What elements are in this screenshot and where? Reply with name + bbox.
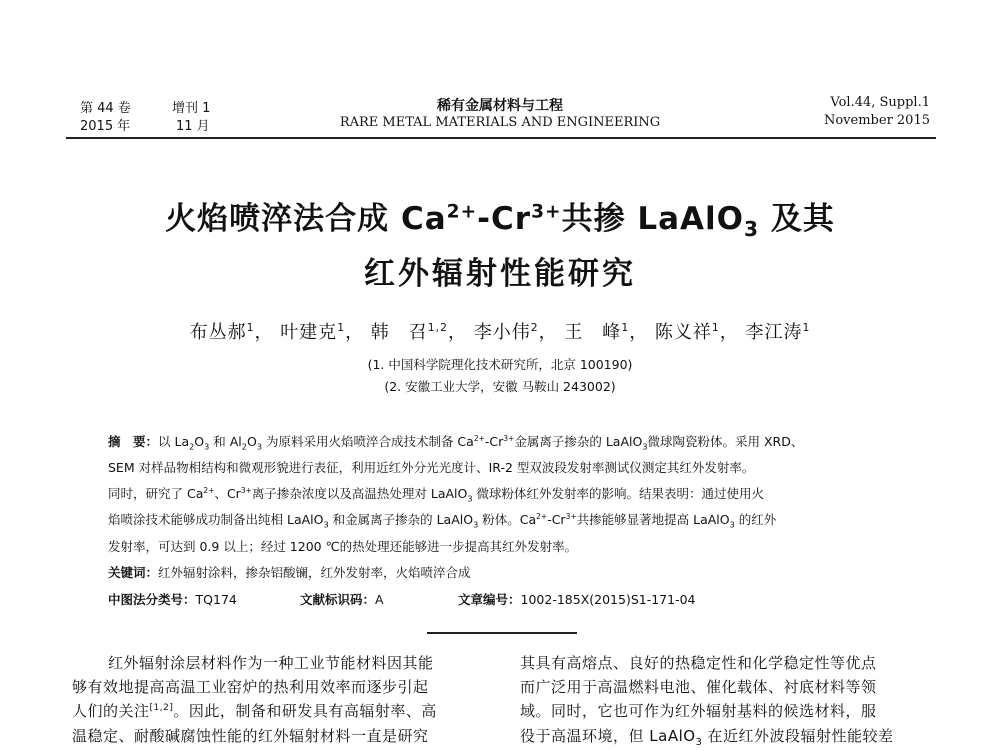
volume-en: Vol.44, Suppl.1 (830, 95, 930, 110)
affiliation-2: (2. 安徽工业大学，安徽 马鞍山 243002) (384, 379, 616, 394)
month-cn: 11 月 (176, 119, 210, 134)
body-right-line-1: 其具有高熔点、良好的热稳定性和化学稳定性等优点 (520, 654, 877, 672)
abstract-line-5: 发射率，可达到 0.9 以上；经过 1200 ℃的热处理还能够进一步提高其红外发射率。 (108, 539, 578, 554)
body-left-line-1: 红外辐射涂层材料作为一种工业节能材料因其能 (108, 654, 434, 672)
body-right-line-2: 而广泛用于高温燃料电池、催化载体、衬底材料等领 (520, 678, 877, 696)
header-rule (66, 137, 936, 139)
year-cn: 2015 年 (80, 119, 131, 134)
author-name: 李小伟 (473, 322, 531, 343)
author-name: 叶建克 (280, 322, 338, 343)
abstract-line-4: 焰喷涂技术能够成功制备出纯相 LaAlO$_3$ 和金属离子掺杂的 LaAlO$_3$ 粉体。$Ca^{2+}-Cr^{3+}$共掺能够显著地提高 LaAlO$_3$ 的红外 (108, 511, 777, 530)
volume-cn: 第 44 卷 (80, 101, 131, 116)
citation-ref: [1,2] (149, 703, 174, 713)
paper-title-line1: 火焰喷淬法合成 $Ca^{2+}-Cr^{3+}$共掺 LaAlO$_3$ 及其 (165, 201, 835, 242)
author-list: 布丛郝$^1$， 叶建克$^1$， 韩 召$^{1,2}$， 李小伟$^2$， 王 峰$^1$， 陈义祥$^1$， 李江涛$^1$ (189, 321, 811, 343)
clc-number: 中图法分类号：TQ174 (108, 592, 237, 607)
document-code: 文献标识码：A (300, 592, 384, 607)
author-name: 李江涛 (745, 322, 803, 343)
section-divider (427, 632, 577, 634)
abstract-line-2: SEM 对样品物相结构和微观形貌进行表征，利用近红外分光光度计、IR-2 型双波段发射率测试仪测定其红外发射率。 (108, 460, 755, 475)
author-name: 韩 召 (370, 322, 428, 343)
issue-cn: 增刊 1 (172, 101, 211, 116)
date-en: November 2015 (823, 113, 930, 128)
author-name: 布丛郝 (189, 322, 247, 343)
abstract-line-3: 同时，研究了 $Ca^{2+}$、$Cr^{3+}$离子掺杂浓度以及高温热处理对 LaAlO$_3$ 微球粉体红外发射率的影响。结果表明：通过使用火 (108, 485, 764, 504)
keywords: 关键词：红外辐射涂料，掺杂铝酸镧，红外发射率，火焰喷淬合成 (108, 565, 471, 580)
body-right-line-4: 役于高温环境，但 LaAlO$_3$ 在近红外波段辐射性能较差 (520, 727, 894, 748)
author-name: 王 峰 (564, 322, 622, 343)
author-name: 陈义祥 (654, 322, 712, 343)
body-left-line-3: 人们的关注[1,2]。因此，制备和研发具有高辐射率、高 (72, 702, 437, 720)
journal-title-en: RARE METAL MATERIALS AND ENGINEERING (339, 115, 661, 130)
paper-title-line2: 红外辐射性能研究 (364, 256, 636, 292)
abstract-line-1: 摘 要：以 $La_2O_3$ 和 $Al_2O_3$ 为原料采用火焰喷淬合成技术制备 $Ca^{2+}-Cr^{3+}$金属离子掺杂的 LaAlO$_3$微球陶瓷粉体。采用 XRD、 (108, 433, 804, 452)
body-right-line-3: 域。同时，它也可作为红外辐射基料的候选材料，服 (520, 702, 877, 720)
body-left-line-2: 够有效地提高高温工业窑炉的热利用效率而逐步引起 (72, 678, 429, 696)
journal-title-cn: 稀有金属材料与工程 (437, 98, 563, 114)
article-number: 文章编号：1002-185X(2015)S1-171-04 (458, 592, 696, 607)
affiliation-1: (1. 中国科学院理化技术研究所，北京 100190) (367, 357, 633, 372)
body-left-line-4: 温稳定、耐酸碱腐蚀性能的红外辐射材料一直是研究 (72, 727, 429, 745)
